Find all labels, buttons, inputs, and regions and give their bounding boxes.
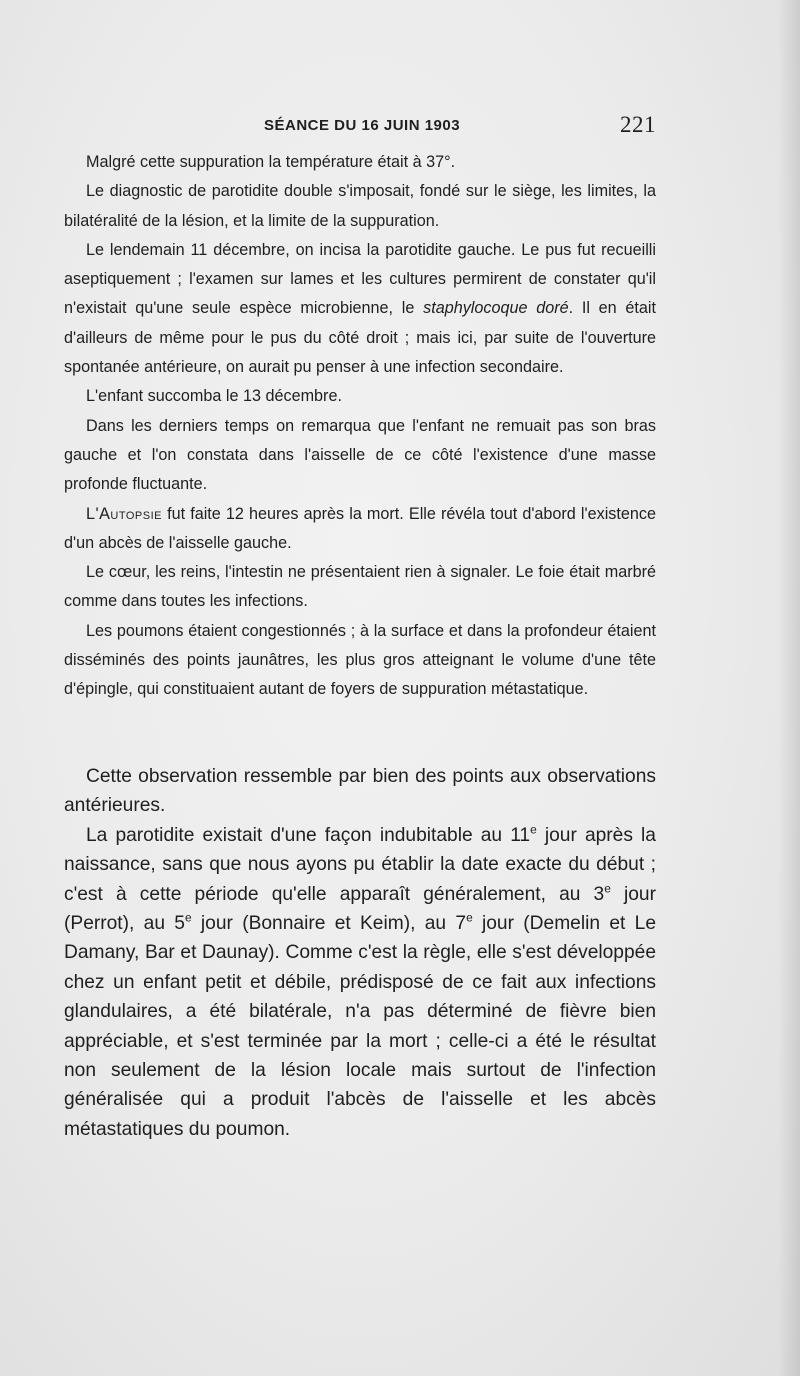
paragraph-text: Le lendemain 11 décembre, on incisa la parotidite gauche. Le pus fut recueilli aseptiquement ; l'examen sur lames et les cultures permirent de constater qu'il n'existait qu'une seule espèce microbienne, le xyxy=(64,240,656,318)
paragraph-death xyxy=(64,382,656,411)
discussion-text xyxy=(64,762,656,1144)
paragraph-text: jour (Bonnaire et Keim), au 7 xyxy=(191,913,467,935)
paragraph-parotiditis xyxy=(64,821,656,1144)
paragraph-observation xyxy=(64,762,656,821)
paragraph-text: jour (Perrot), au 5 xyxy=(64,883,656,935)
page-edge-shadow xyxy=(778,0,800,1376)
superscript: e xyxy=(530,822,537,837)
paragraph-text: Dans les derniers temps on remarqua que l'enfant ne remuait pas son bras gauche et l'on constata dans l'aisselle de ce côté l'existence d'une masse profonde fluctuante. xyxy=(64,416,656,494)
paragraph-text: Cette observation ressemble par bien des points aux observations antérieures. xyxy=(64,766,656,817)
paragraph-text: Le cœur, les reins, l'intestin ne présentaient rien à signaler. Le foie était marbré comme dans toutes les infections. xyxy=(64,563,656,611)
paragraph-diagnosis xyxy=(64,177,656,236)
paragraph-autopsy xyxy=(64,500,656,559)
paragraph-lungs xyxy=(64,617,656,705)
paragraph-temperature xyxy=(64,148,656,177)
page-header xyxy=(64,112,664,142)
paragraph-text: Les poumons étaient congestionnés ; à la surface et dans la profondeur étaient disséminés des points jaunâtres, les plus gros atteignant le volume d'une tête d'épingle, qui constituaient autant de foyers de suppuration métastatique. xyxy=(64,621,656,699)
paragraph-text: L'enfant succomba le 13 décembre. xyxy=(86,387,342,406)
superscript: e xyxy=(184,910,192,925)
paragraph-text: La parotidite existait d'une façon indubitable au 11 xyxy=(86,824,531,846)
case-report-text xyxy=(64,148,656,705)
superscript: e xyxy=(604,881,611,896)
paragraph-incision xyxy=(64,236,656,382)
page-number: 221 xyxy=(620,112,656,137)
paragraph-text: jour (Demelin et Le Damany, Bar et Daunay). Comme c'est la règle, elle s'est développée chez un enfant petit et débile, prédisposé de ce fait aux infections glandulaires, a été bilatérale, n'a pas déterminé de fièvre bien appréciable, et s'est terminée par la mort ; celle-ci a été le résultat non seulement de la lésion locale mais surtout de l'infection généralisée qui a produit l'abcès de l'aisselle et les abcès métastatiques du poumon. xyxy=(64,913,656,1140)
running-head: SÉANCE DU 16 JUIN 1903 xyxy=(264,117,461,134)
superscript: e xyxy=(466,910,473,925)
italic-term: staphylocoque doré xyxy=(423,299,569,318)
paragraph-text: Le diagnostic de parotidite double s'imposait, fondé sur le siège, les limites, la bilatéralité de la lésion, et la limite de la suppuration. xyxy=(64,182,656,230)
paragraph-text: fut faite 12 heures après la mort. Elle révéla tout d'abord l'existence d'un abcès de l'aisselle gauche. xyxy=(64,504,656,552)
paragraph-text: . Il en était d'ailleurs de même pour le pus du côté droit ; mais ici, par suite de l'ouverture spontanée antérieure, on aurait pu penser à une infection secondaire. xyxy=(64,299,657,377)
paragraph-last-days xyxy=(64,412,656,500)
paragraph-text: jour après la naissance, sans que nous ayons pu établir la date exacte du début ; c'est à cette période qu'elle apparaît généralement, au 3 xyxy=(64,824,656,905)
small-caps-term: L'Autopsie xyxy=(86,504,162,523)
paragraph-text: Malgré cette suppuration la température était à 37°. xyxy=(86,153,456,171)
paragraph-organs xyxy=(64,558,656,617)
